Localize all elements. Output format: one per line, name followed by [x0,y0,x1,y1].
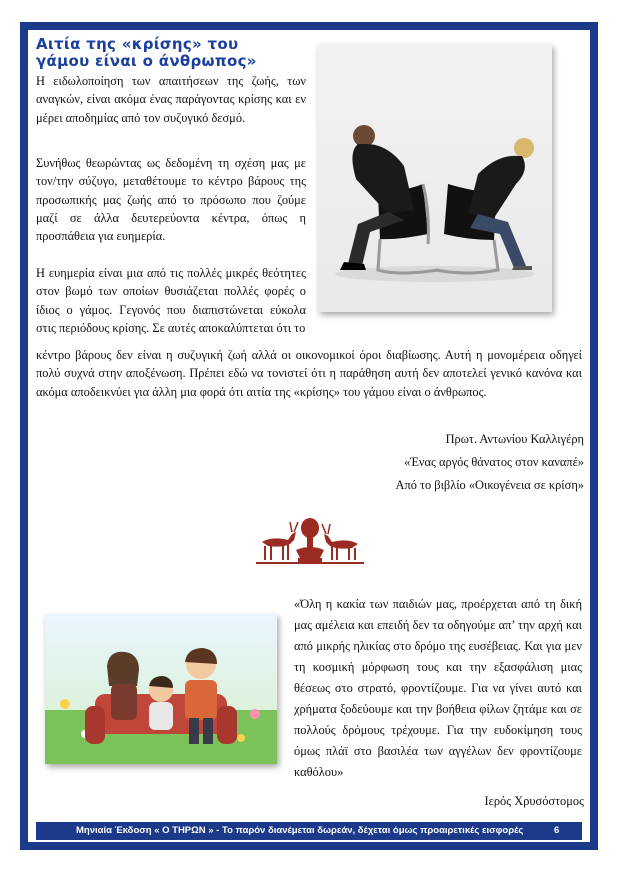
footer-text: Μηνιαία Έκδοση « Ο ΤΗΡΩΝ » - Το παρόν διανέμεται δωρεάν, δέχεται όμως προαιρετικές εισφορές [76,825,524,836]
signature-author: Πρωτ. Αντωνίου Καλλιγέρη [445,432,584,446]
quote-author: Ιερός Χρυσόστομος [484,794,584,808]
ornament-icon [252,510,368,568]
article-signature [396,428,585,497]
article-title [36,36,336,70]
couple-photo [318,44,552,312]
title-line-1: Αιτία της «κρίσης» του [36,35,239,53]
page-number: 6 [554,825,560,836]
family-icon [45,614,277,764]
paragraph-3-start: Η ευημερία είναι μια από τις πολλές μικρές θεότητες στον βωμό των οποίων θυσιάζεται πολλές φορές ο ίδιος ο γάμος. Γεγονός που διαπιστώνεται εύκολα στις περιόδους κρίσης. Σε αυτές αποκαλύπτεται ότι το [36,266,306,335]
signature-source: Από το βιβλίο «Οικογένεια σε κρίση» [395,478,584,492]
paragraph-3-end: κέντρο βάρους δεν είναι η συζυγική ζωή αλλά οι οικονομικοί όροι διαβίωσης. Αυτή η μονομέρεια οδηγεί πολύ συχνά στην αποξένωση. Πρέπει εδώ να τονιστεί ότι η παράθηση αυτή δεν αποτελεί γενικό κανόνα και ακόμα αποδεικνύει για άλλη μια φορά ότι αιτία της «κρίσης» του γάμου είναι ο άνθρωπος. [36,348,582,399]
paragraph-1: Η ειδωλοποίηση των απαιτήσεων της ζωής, των αναγκών, είναι ακόμα ένας παράγοντας κρίσης και εν μέρει αποδημίας από τον συζυγικό δεσμό. [36,74,306,125]
chrysostom-quote: «Όλη η κακία των παιδιών μας, προέρχεται από τη δική μας αμέλεια και επειδή δεν τα οδηγούμε απ’ την αρχή και από μικρής ηλικίας στο δρόμο της ευσέβειας. Και για μεν τη κοσμική μόρφωση τους και την εξασφάλιση μιας θέσεως στο στρατό, φροντίζουμε. Για να γίνει αυτό και χρήματα ξοδεύουμε και την βοήθεια φίλων ζητάμε και σε πολλούς δρόμους τρέχουμε. Για την ευδοκίμηση τους όμως πλάϊ στο βασιλέα των αγγέλων δεν φροντίζουμε καθόλου» [294,597,582,779]
signature-article: «Ένας αργός θάνατος στον καναπέ» [404,455,584,469]
footer-bar [36,822,582,840]
paragraph-2: Συνήθως θεωρώντας ως δεδομένη τη σχέση μας με τον/την σύζυγο, μεταθέτουμε το κέντρο βάρους της προσωπικής μας ζωής από το πρόσωπο που ζούμε μαζί σε άλλα δευτερεύοντα κέντρα, όπως η προσπάθεια για ευημερία. [36,156,306,244]
deer-fountain-ornament [252,510,368,568]
title-line-2: γάμου είναι ο άνθρωπος» [36,52,257,70]
couple-illustration [318,44,552,312]
family-illustration [45,614,277,764]
